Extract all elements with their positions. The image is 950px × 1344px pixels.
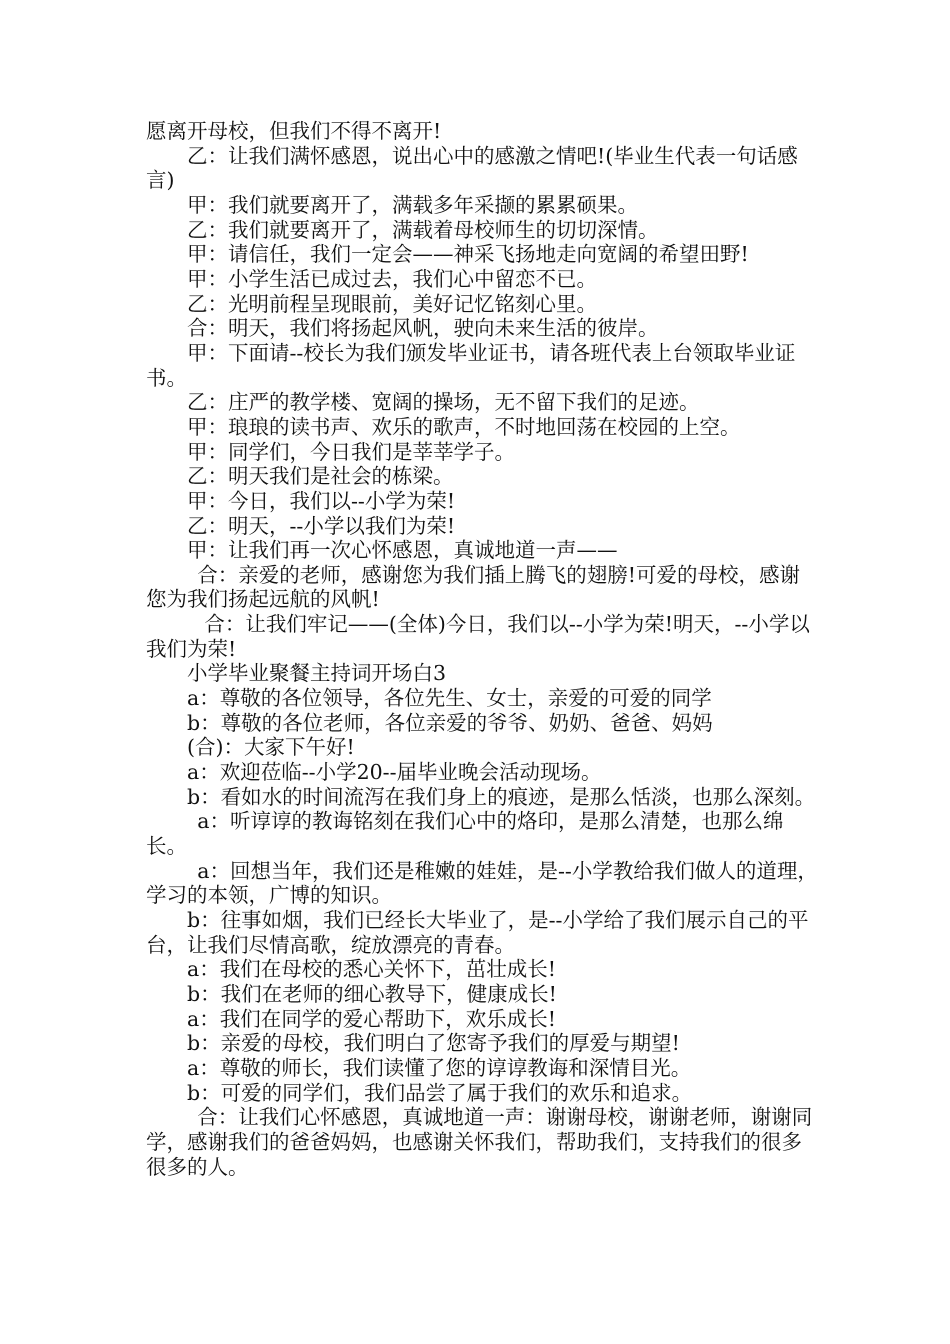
- paragraph: 甲：今日，我们以--小学为荣!: [187, 488, 456, 513]
- paragraph: a：尊敬的师长，我们读懂了您的谆谆教诲和深情目光。: [187, 1055, 692, 1080]
- paragraph: a：尊敬的各位领导，各位先生、女士，亲爱的可爱的同学: [187, 686, 712, 711]
- paragraph: a：我们在母校的悉心关怀下，茁壮成长!: [187, 957, 556, 982]
- document-body: [146, 119, 818, 1179]
- section-heading: 小学毕业聚餐主持词开场白3: [187, 661, 447, 686]
- paragraph: 乙：明天，--小学以我们为荣!: [187, 513, 456, 538]
- paragraph: 合：让我们心怀感恩，真诚地道一声：谢谢母校，谢谢老师，谢谢同学，感谢我们的爸爸妈妈，也感谢关怀我们，帮助我们，支持我们的很多很多的人。: [146, 1105, 813, 1179]
- paragraph: b：可爱的同学们，我们品尝了属于我们的欢乐和追求。: [187, 1080, 693, 1105]
- paragraph: b：看如水的时间流泻在我们身上的痕迹，是那么恬淡，也那么深刻。: [187, 784, 816, 809]
- paragraph: a：听谆谆的教诲铭刻在我们心中的烙印，是那么清楚，也那么绵长。: [146, 809, 784, 859]
- paragraph: 甲：琅琅的读书声、欢乐的歌声，不时地回荡在校园的上空。: [187, 414, 741, 439]
- paragraph: a：我们在同学的爱心帮助下，欢乐成长!: [187, 1006, 556, 1031]
- paragraph: b：我们在老师的细心教导下，健康成长!: [187, 981, 557, 1006]
- paragraph: 甲：我们就要离开了，满载多年采撷的累累硕果。: [187, 192, 638, 217]
- paragraph: a：回想当年，我们还是稚嫩的娃娃，是--小学教给我们做人的道理，学习的本领，广博的知识。: [146, 858, 818, 908]
- paragraph: 甲：下面请--校长为我们颁发毕业证书，请各班代表上台领取毕业证书。: [146, 340, 796, 390]
- paragraph: 乙：我们就要离开了，满载着母校师生的切切深情。: [187, 217, 659, 242]
- paragraph: 合：明天，我们将扬起风帆，驶向未来生活的彼岸。: [187, 316, 659, 341]
- paragraph: a：欢迎莅临--小学20--届毕业晚会活动现场。: [187, 760, 602, 785]
- paragraph: 甲：同学们，今日我们是莘莘学子。: [187, 439, 515, 464]
- paragraph: 甲：请信任，我们一定会——神采飞扬地走向宽阔的希望田野!: [187, 242, 749, 267]
- paragraph: 愿离开母校，但我们不得不离开!: [146, 119, 442, 143]
- paragraph: b：尊敬的各位老师，各位亲爱的爷爷、奶奶、爸爸、妈妈: [187, 710, 713, 735]
- paragraph: 合：让我们牢记——(全体)今日，我们以--小学为荣!明天，--小学以我们为荣!: [146, 612, 810, 661]
- paragraph: (合)：大家下午好!: [187, 735, 355, 760]
- paragraph: 乙：庄严的教学楼、宽阔的操场，无不留下我们的足迹。: [187, 390, 700, 415]
- paragraph: 甲：小学生活已成过去，我们心中留恋不已。: [187, 266, 597, 291]
- paragraph: 乙：明天我们是社会的栋梁。: [187, 464, 454, 489]
- paragraph: b：往事如烟，我们已经长大毕业了，是--小学给了我们展示自己的平台，让我们尽情高歌，绽放漂亮的青春。: [146, 908, 809, 957]
- paragraph: 甲：让我们再一次心怀感恩，真诚地道一声——: [187, 538, 618, 563]
- paragraph: 乙：光明前程呈现眼前，美好记忆铭刻心里。: [187, 291, 597, 316]
- paragraph: b：亲爱的母校，我们明白了您寄予我们的厚爱与期望!: [187, 1031, 680, 1056]
- paragraph: 合：亲爱的老师，感谢您为我们插上腾飞的翅膀!可爱的母校，感谢您为我们扬起远航的风帆!: [146, 562, 800, 612]
- paragraph: 乙：让我们满怀感恩，说出心中的感激之情吧!(毕业生代表一句话感言): [146, 143, 798, 193]
